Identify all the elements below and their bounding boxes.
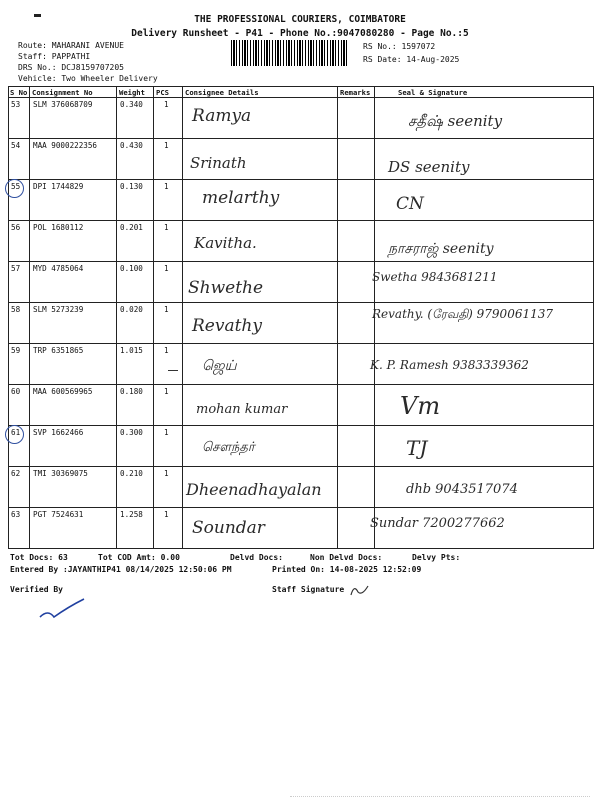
row-consignee-handwriting: ஜெய் <box>202 358 237 374</box>
row-weight: 0.210 <box>120 469 143 478</box>
route-label: Route: MAHARANI AVENUE <box>18 41 124 50</box>
delivery-points: Delvy Pts: <box>412 553 461 562</box>
row-consignee-handwriting: Soundar <box>192 518 265 538</box>
staff-label: Staff: PAPPATHI <box>18 52 91 61</box>
row-consignee-handwriting: Srinath <box>190 154 247 172</box>
row-signature-handwriting: நாசராஜ் seenity <box>388 241 494 257</box>
row-sno: 53 <box>11 100 21 109</box>
row-pcs: 1 <box>164 387 169 396</box>
row-signature-handwriting: CN <box>396 194 424 214</box>
staff-signature-label: Staff Signature <box>272 585 345 594</box>
non-delivered-docs: Non Delvd Docs: <box>310 553 383 562</box>
row-sno: 62 <box>11 469 21 478</box>
total-docs: Tot Docs: 63 <box>10 553 68 562</box>
row-weight: 1.015 <box>120 346 143 355</box>
row-consignment: MAA 9000222356 <box>33 141 98 150</box>
row-consignment: SVP 1662466 <box>33 428 84 437</box>
row-consignee-handwriting: mohan kumar <box>196 402 288 417</box>
rs-date: RS Date: 14-Aug-2025 <box>363 55 460 64</box>
row-weight: 0.100 <box>120 264 143 273</box>
row-consignment: TRP 6351865 <box>33 346 84 355</box>
row-consignee-handwriting: Kavitha. <box>194 234 257 252</box>
row-signature-handwriting: Revathy. (ரேவதி) 9790061137 <box>372 307 553 321</box>
entered-by: Entered By :JAYANTHIP41 08/14/2025 12:50:06 PM <box>10 565 232 574</box>
row-consignment: SLM 376068709 <box>33 100 93 109</box>
row-pcs: 1 <box>164 223 169 232</box>
row-sno: 60 <box>11 387 21 396</box>
row-signature-handwriting: K. P. Ramesh 9383339362 <box>370 358 529 372</box>
vehicle-label: Vehicle: Two Wheeler Delivery <box>18 74 158 83</box>
runsheet-title: Delivery Runsheet - P41 - Phone No.:9047080280 - Page No.:5 <box>131 28 469 39</box>
row-consignee-handwriting: Ramya <box>192 106 252 126</box>
row-signature-handwriting: Vm <box>400 392 441 420</box>
col-header-signature: Seal & Signature <box>398 88 468 97</box>
row-weight: 0.130 <box>120 182 143 191</box>
staff-signature-mark <box>348 582 372 598</box>
row-sno: 59 <box>11 346 21 355</box>
row-pcs: 1 <box>164 428 169 437</box>
row-weight: 0.180 <box>120 387 143 396</box>
rs-number: RS No.: 1597072 <box>363 42 436 51</box>
row-pcs: 1 <box>164 305 169 314</box>
row-sno: 63 <box>11 510 21 519</box>
circle-mark <box>5 179 24 198</box>
row-consignment: POL 1680112 <box>33 223 84 232</box>
row-weight: 0.201 <box>120 223 143 232</box>
runsheet-table <box>8 86 594 549</box>
row-sno: 61 <box>11 428 21 437</box>
row-sno: 55 <box>11 182 21 191</box>
verified-by-label: Verified By <box>10 585 63 594</box>
row-consignment: SLM 5273239 <box>33 305 84 314</box>
row-signature-handwriting: சதீஷ் seenity <box>408 112 503 130</box>
row-weight: 0.430 <box>120 141 143 150</box>
row-consignee-handwriting: melarthy <box>202 188 280 208</box>
row-pcs: 1 <box>164 141 169 150</box>
row-pcs: 1 <box>164 469 169 478</box>
printed-on: Printed On: 14-08-2025 12:52:09 <box>272 565 422 574</box>
col-header-weight: Weight <box>119 88 145 97</box>
row-consignment: MYD 4785064 <box>33 264 84 273</box>
row-pcs: 1 <box>164 264 169 273</box>
row-weight: 0.340 <box>120 100 143 109</box>
row-weight: 1.258 <box>120 510 143 519</box>
row-weight: 0.300 <box>120 428 143 437</box>
row-sno: 57 <box>11 264 21 273</box>
row-consignee-handwriting: சௌந்தர் <box>202 440 255 455</box>
row-sno: 56 <box>11 223 21 232</box>
row-consignment: DPI 1744829 <box>33 182 84 191</box>
total-cod: Tot COD Amt: 0.00 <box>98 553 180 562</box>
row-consignee-handwriting: Revathy <box>192 316 262 336</box>
row-signature-handwriting: Sundar 7200277662 <box>370 516 505 531</box>
barcode <box>231 40 349 66</box>
row-pcs: 1 <box>164 510 169 519</box>
company-title: THE PROFESSIONAL COURIERS, COIMBATORE <box>194 14 406 25</box>
delivered-docs: Delvd Docs: <box>230 553 283 562</box>
col-header-consignment: Consignment No <box>32 88 93 97</box>
row-signature-handwriting: Swetha 9843681211 <box>372 270 498 284</box>
row-signature-handwriting: DS seenity <box>388 158 470 176</box>
row-consignment: PGT 7524631 <box>33 510 84 519</box>
col-header-remarks: Remarks <box>340 88 371 97</box>
row-signature-handwriting: TJ <box>406 436 428 460</box>
row-consignment: TMI 30369075 <box>33 469 88 478</box>
row-sno: 54 <box>11 141 21 150</box>
row-weight: 0.020 <box>120 305 143 314</box>
page-edge <box>290 796 590 801</box>
row-pcs: 1 <box>164 346 169 355</box>
verifier-signature <box>38 595 88 621</box>
col-header-sno: S No <box>10 88 28 97</box>
row-consignment: MAA 600569965 <box>33 387 93 396</box>
drs-label: DRS No.: DCJ8159707205 <box>18 63 124 72</box>
row-signature-handwriting: dhb 9043517074 <box>406 482 518 497</box>
row-pcs: 1 <box>164 100 169 109</box>
col-header-pcs: PCS <box>156 88 169 97</box>
row-sno: 58 <box>11 305 21 314</box>
row-consignee-handwriting: Shwethe <box>188 278 264 298</box>
col-header-consignee: Consignee Details <box>185 88 259 97</box>
row-consignee-handwriting: Dheenadhayalan <box>186 480 322 499</box>
circle-mark <box>5 425 24 444</box>
row-pcs: 1 <box>164 182 169 191</box>
